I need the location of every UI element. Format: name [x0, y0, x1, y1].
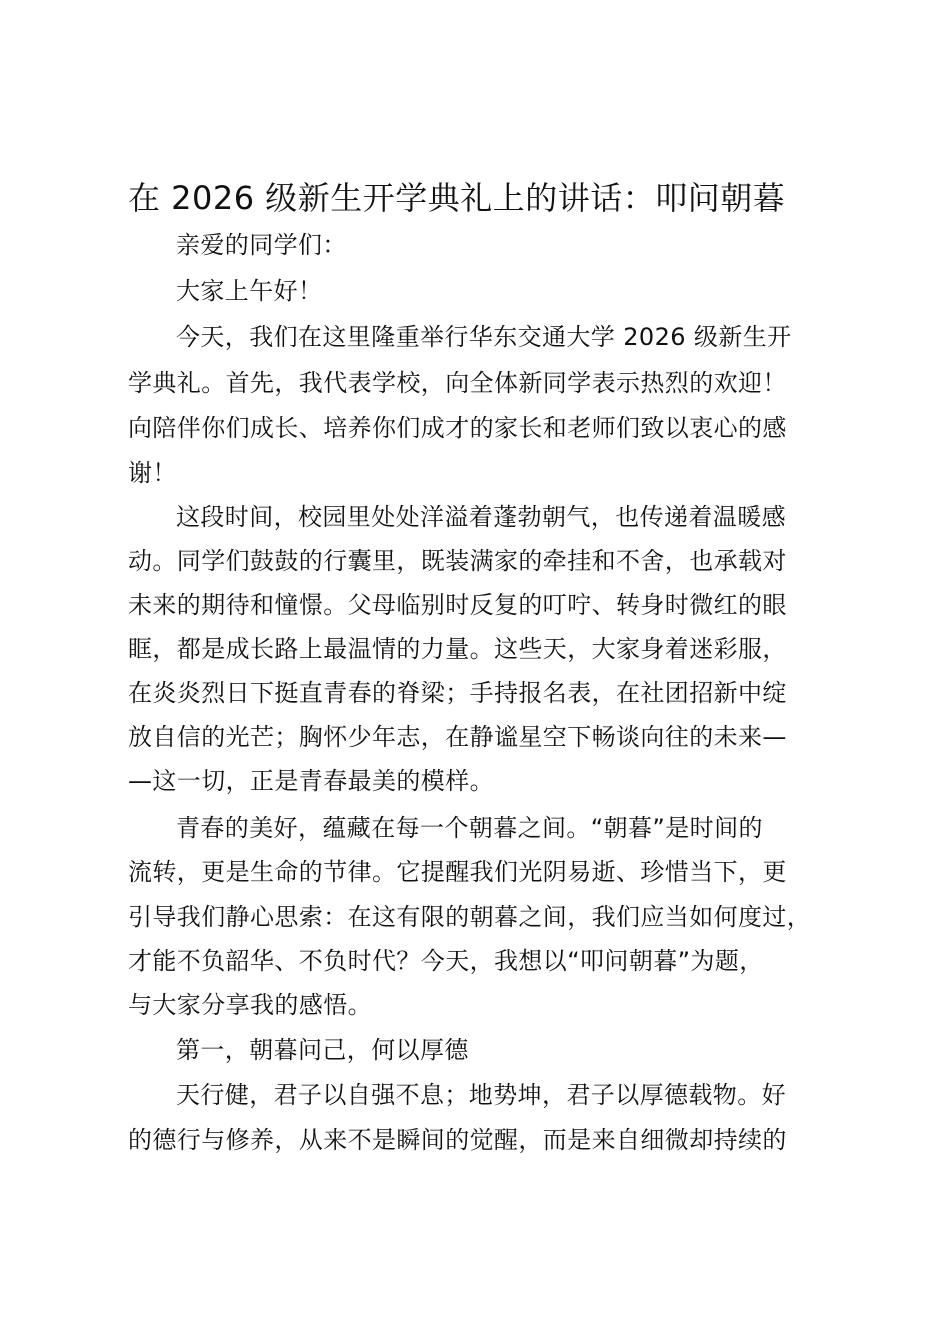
paragraph-line: 谢！: [128, 459, 177, 487]
paragraph-line: 在炎炎烈日下挺直青春的脊梁；手持报名表，在社团招新中绽: [128, 679, 787, 707]
paragraph-line: 学典礼。首先，我代表学校，向全体新同学表示热烈的欢迎！: [128, 369, 787, 397]
paragraph-line: 未来的期待和憧憬。父母临别时反复的叮咛、转身时微红的眼: [128, 591, 787, 619]
greeting: 大家上午好！: [176, 277, 323, 305]
paragraph-line: 放自信的光芒；胸怀少年志，在静谧星空下畅谈向往的未来—: [128, 723, 787, 751]
paragraph-line: 流转，更是生命的节律。它提醒我们光阴易逝、珍惜当下，更: [128, 858, 787, 886]
paragraph-line: 今天，我们在这里隆重举行华东交通大学 2026 级新生开: [176, 323, 792, 351]
paragraph-line: 才能不负韶华、不负时代？今天，我想以“叩问朝暮”为题，: [128, 947, 764, 975]
paragraph-line: 眶，都是成长路上最温情的力量。这些天，大家身着迷彩服，: [128, 635, 787, 663]
paragraph-line: 天行健，君子以自强不息；地势坤，君子以厚德载物。好: [176, 1081, 786, 1109]
paragraph-line: 的德行与修养，从来不是瞬间的觉醒，而是来自细微却持续的: [128, 1126, 787, 1154]
paragraph-line: 与大家分享我的感悟。: [128, 991, 372, 1019]
paragraph-line: —这一切，正是青春最美的模样。: [128, 767, 494, 795]
salutation: 亲爱的同学们：: [176, 231, 347, 259]
section-heading: 第一，朝暮问己，何以厚德: [176, 1036, 469, 1064]
paragraph-line: 这段时间，校园里处处洋溢着蓬勃朝气，也传递着温暖感: [176, 503, 786, 531]
paragraph-line: 青春的美好，蕴藏在每一个朝暮之间。“朝暮”是时间的: [176, 814, 763, 842]
document-title: 在 2026 级新生开学典礼上的讲话：叩问朝暮: [128, 179, 786, 217]
paragraph-line: 向陪伴你们成长、培养你们成才的家长和老师们致以衷心的感: [128, 414, 787, 442]
paragraph-line: 引导我们静心思索：在这有限的朝暮之间，我们应当如何度过，: [128, 903, 812, 931]
paragraph-line: 动。同学们鼓鼓的行囊里，既装满家的牵挂和不舍，也承载对: [128, 547, 787, 575]
